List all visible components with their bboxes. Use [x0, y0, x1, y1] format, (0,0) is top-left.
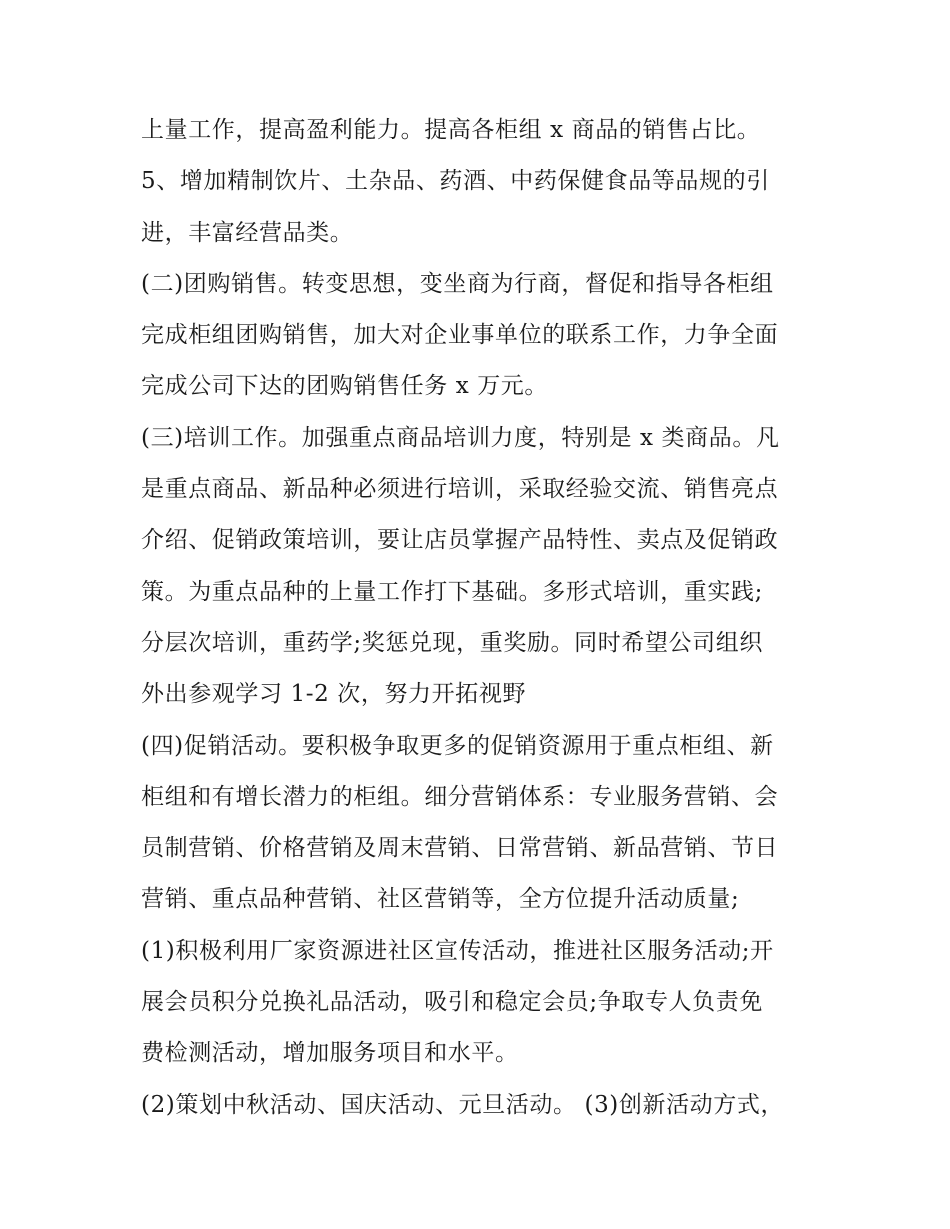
text-line: 柜组和有增长潜力的柜组。细分营销体系：专业服务营销、会	[141, 783, 779, 810]
text-line: 分层次培训，重药学;奖惩兑现，重奖励。同时希望公司组织	[141, 629, 763, 656]
text-line: 介绍、促销政策培训，要让店员掌握产品特性、卖点及促销政	[141, 527, 779, 554]
text-line: 是重点商品、新品种必须进行培训，采取经验交流、销售亮点	[141, 476, 779, 503]
text-line: 员制营销、价格营销及周末营销、日常营销、新品营销、节日	[141, 835, 779, 862]
text-line: (1)积极利用厂家资源进社区宣传活动，推进社区服务活动;开	[141, 937, 774, 964]
text-line: 展会员积分兑换礼品活动，吸引和稳定会员;争取专人负责免	[141, 989, 763, 1016]
text-line: 完成柜组团购销售，加大对企业事单位的联系工作，力争全面	[141, 322, 779, 349]
text-line: 上量工作，提高盈利能力。提高各柜组 x 商品的销售占比。	[141, 117, 761, 143]
text-line: 策。为重点品种的上量工作打下基础。多形式培训，重实践;	[141, 578, 763, 605]
text-line: 营销、重点品种营销、社区营销等，全方位提升活动质量;	[141, 886, 740, 913]
text-line: (二)团购销售。转变思想，变坐商为行商，督促和指导各柜组	[141, 270, 774, 297]
text-line: (三)培训工作。加强重点商品培训力度，特别是 x 类商品。凡	[141, 424, 780, 451]
text-line: 进，丰富经营品类。	[141, 219, 354, 246]
body-text	[141, 105, 821, 1131]
text-line: 费检测活动，增加服务项目和水平。	[141, 1040, 519, 1067]
text-line: (四)促销活动。要积极争取更多的促销资源用于重点柜组、新	[141, 732, 774, 759]
text-line: 完成公司下达的团购销售任务 x 万元。	[141, 373, 548, 400]
text-line: 5、增加精制饮片、土杂品、药酒、中药保健食品等品规的引	[141, 168, 770, 195]
text-line: 外出参观学习 1-2 次，努力开拓视野	[141, 681, 527, 708]
text-line: (2)策划中秋活动、国庆活动、元旦活动。 (3)创新活动方式，	[141, 1091, 785, 1118]
